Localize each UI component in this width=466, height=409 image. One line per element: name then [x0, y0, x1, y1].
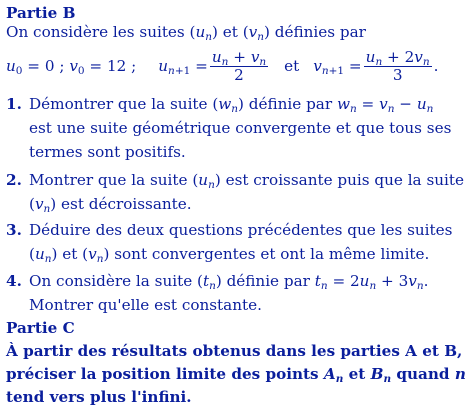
part-c-line-2: préciser la position limite des points $A_n$ et $B_n$ quand n — [6, 365, 466, 385]
question-2-number: 2. — [6, 171, 22, 189]
recurrence-definitions: $u_0 = 0$ ; $v_0 = 12$ ; $u_{n+1}$ = $\frac{u_n + v_n}{2}$ et $v_{n+1}$ = $\frac{u_n + 2v_n}{3}$ . — [6, 47, 439, 84]
part-c-line-1 — [6, 342, 462, 360]
question-1-number: 1. — [6, 95, 22, 113]
part-c-line-1-start: À partir des résultats obtenus dans les — [6, 342, 341, 360]
v-recurrence-fraction — [364, 49, 432, 84]
part-c-title: Partie C — [6, 319, 75, 337]
v-recurrence-numerator: $u_n + 2v_n$ — [365, 47, 430, 68]
initial-values: $u_0 = 0$ ; $v_0 = 12$ ; — [6, 57, 137, 77]
u-recurrence-fraction — [210, 49, 268, 84]
v-recurrence-left: $v_{n+1}$ = — [313, 57, 362, 77]
question-1 — [6, 95, 433, 113]
question-4-line-2: Montrer qu'elle est constante. — [29, 296, 262, 314]
u-recurrence-left: $u_{n+1}$ = — [158, 57, 208, 77]
question-1-line-1: Démontrer que la suite $(w_n)$ définie par $w_n = v_n - u_n$ — [29, 95, 434, 115]
question-4 — [6, 272, 428, 290]
question-3-number: 3. — [6, 221, 22, 239]
and-word: et — [284, 57, 300, 75]
question-1-line-2: est une suite géométrique convergente et que tous ses — [29, 119, 452, 137]
part-c-parts-reference: parties A et B — [340, 342, 458, 360]
question-1-line-3: termes sont positifs. — [29, 143, 186, 161]
question-4-line-1: On considère la suite $(t_n)$ définie par $t_n = 2u_n + 3v_n$. — [29, 272, 429, 292]
question-2-line-1: Montrer que la suite $(u_n)$ est croissante puis que la suite — [29, 171, 464, 191]
question-2-line-2: $(v_n)$ est décroissante. — [29, 195, 192, 215]
question-2 — [6, 171, 464, 189]
u-recurrence-numerator: $u_n + v_n$ — [211, 47, 267, 68]
part-b-title: Partie B — [6, 4, 76, 22]
question-3-line-2: $(u_n)$ et $(v_n)$ sont convergentes et ont la même limite. — [29, 245, 430, 265]
question-4-number: 4. — [6, 272, 22, 290]
question-3-line-1: Déduire des deux questions précédentes que les suites — [29, 221, 453, 239]
v-recurrence-denominator: 3 — [392, 65, 403, 84]
question-3 — [6, 221, 452, 239]
part-c-line-1-end: , — [457, 342, 463, 360]
part-c-line-3: tend vers plus l'infini. — [6, 388, 192, 406]
part-b-intro: On considère les suites $(u_n)$ et $(v_n)$ définies par — [6, 23, 366, 43]
u-recurrence-denominator: 2 — [234, 65, 244, 84]
